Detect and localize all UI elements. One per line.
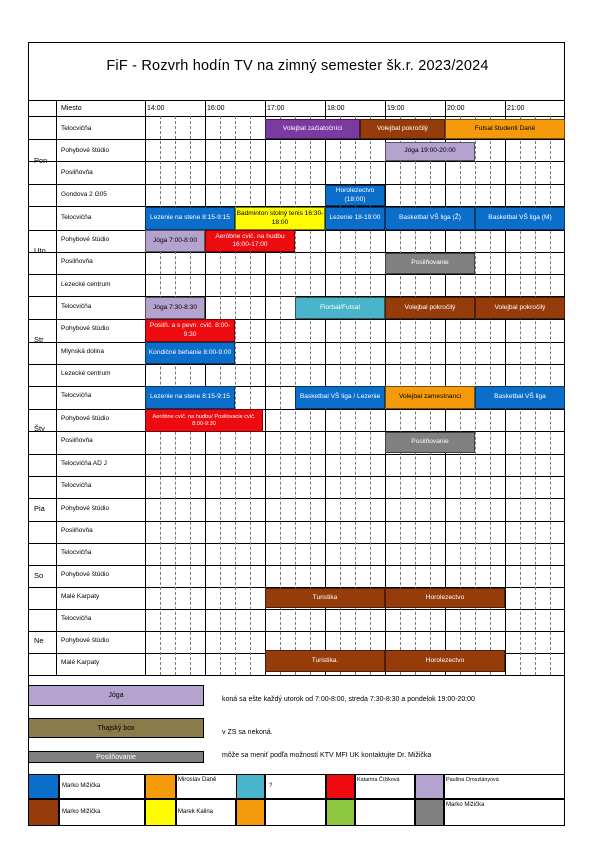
- grid-row-line: [28, 139, 565, 140]
- legend-name: Miroslav Daně: [178, 777, 217, 783]
- room-label: Telocvičňa AD J: [61, 460, 107, 467]
- event-block[interactable]: Posilňovanie: [385, 432, 475, 453]
- page-title: FiF - Rozvrh hodín TV na zimný semester šk.r. 2023/2024: [106, 58, 489, 74]
- legend-swatch: [415, 799, 444, 826]
- room-label: Mlynská dolina: [61, 348, 104, 355]
- header-time: 20:00: [447, 105, 465, 112]
- header-time: 21:00: [507, 105, 525, 112]
- event-block[interactable]: Florbal/Futsal: [295, 297, 385, 319]
- note-text: v ZS sa nekoná.: [222, 729, 273, 736]
- instructor-legend: [28, 774, 565, 826]
- event-block[interactable]: Kondičné behanie 8:00-9:00: [145, 342, 235, 364]
- grid-row-line: [28, 431, 565, 432]
- legend-name: ?: [269, 783, 273, 789]
- note-swatch-joga: Jóga: [28, 685, 204, 706]
- note-swatch-posilnovanie: Posilňovanie: [28, 751, 204, 763]
- event-block[interactable]: Volejbal zamestnanci: [385, 386, 475, 409]
- legend-swatch: [326, 799, 355, 826]
- legend-swatch: [415, 774, 444, 799]
- day-label: Štv: [34, 424, 45, 433]
- event-block[interactable]: Volejbal začiatočníci: [265, 119, 360, 139]
- grid-subcol-line: [235, 116, 236, 675]
- header-bottom-line: [28, 116, 565, 117]
- day-label: Pia: [34, 504, 45, 513]
- event-block[interactable]: Aeróbne cvič. na hudbu 16:00-17:00: [205, 230, 295, 252]
- legend-swatch: [28, 799, 59, 826]
- room-label: Telocvičňa: [61, 392, 92, 399]
- day-label: Str: [34, 335, 44, 344]
- header-miesto: Miesto: [61, 105, 82, 112]
- header-time: 18:00: [327, 105, 345, 112]
- event-block[interactable]: Jóga 7:30-8:30: [145, 297, 205, 319]
- legend-name: Marek Kalina: [178, 809, 214, 815]
- grid-row-line: [28, 675, 565, 676]
- legend-swatch: [326, 774, 355, 799]
- room-label: Malé Karpaty: [61, 659, 100, 666]
- legend-name: Marko Mižička: [62, 809, 101, 815]
- event-block[interactable]: Volejbal pokročilý: [360, 119, 445, 139]
- event-block[interactable]: Basketbal VŠ liga / Lezenie: [295, 386, 385, 409]
- header-top-line: [28, 100, 565, 101]
- room-label: Pohybové štúdio: [61, 147, 110, 154]
- legend-name: Paulína Oroszlányová: [446, 777, 499, 783]
- day-label: Ne: [34, 636, 44, 645]
- legend-name: Marko Mižička: [446, 802, 485, 808]
- grid-row-line: [28, 498, 565, 499]
- room-label: Telocvičňa: [61, 125, 92, 132]
- grid-row-line: [28, 274, 565, 275]
- grid-row-line: [28, 184, 565, 185]
- event-block[interactable]: Basketbal VŠ liga: [475, 386, 565, 409]
- grid-row-line: [28, 454, 565, 455]
- event-block[interactable]: Posilň. a s pevn. cvič. 8:00-9:30: [145, 319, 235, 342]
- grid-subcol-line: [250, 116, 251, 675]
- event-block[interactable]: Jóga 19:00-20:00: [385, 142, 475, 161]
- event-block[interactable]: Horolezectvo: [385, 588, 505, 608]
- event-block[interactable]: Volejbal pokročilý: [475, 297, 565, 319]
- grid-row-line: [28, 342, 565, 343]
- legend-swatch: [28, 774, 59, 799]
- legend-swatch: [236, 774, 265, 799]
- room-label: Gondova 2 G05: [61, 191, 107, 198]
- room-label: Pohybové štúdio: [61, 325, 110, 332]
- room-label: Lezecké centrum: [61, 281, 111, 288]
- room-label: Posilňovňa: [61, 169, 93, 176]
- grid-row-line: [28, 409, 565, 410]
- header-time: 14:00: [147, 105, 165, 112]
- note-text: koná sa ešte každý utorok od 7:00-8:00, streda 7:30-8:30 a pondelok 19:00-20:00: [222, 696, 475, 703]
- grid-row-line: [28, 161, 565, 162]
- event-block[interactable]: Posilňovanie: [385, 253, 475, 274]
- header-time: 17:00: [267, 105, 285, 112]
- room-label: Telocvičňa: [61, 303, 92, 310]
- legend-name: Katarína Čížiková: [357, 777, 400, 783]
- note-text: môže sa meniť podľa možností KTV MFI UK kontaktujte Dr. Mižička: [222, 752, 432, 759]
- grid-row-line: [28, 631, 565, 632]
- header-time: 19:00: [387, 105, 405, 112]
- grid-row-line: [28, 252, 565, 253]
- day-label: So: [34, 571, 44, 580]
- room-label: Pohybové štúdio: [61, 505, 110, 512]
- legend-swatch: [145, 774, 176, 799]
- grid-row-line: [28, 609, 565, 610]
- room-label: Telocvičňa: [61, 482, 92, 489]
- note-swatch-thajsky-box: Thajský box: [28, 718, 204, 738]
- day-label: Uto: [34, 246, 46, 255]
- room-label: Posilňovňa: [61, 437, 93, 444]
- event-block[interactable]: Horolezectvo: [385, 650, 505, 672]
- room-label: Lezecké centrum: [61, 370, 111, 377]
- legend-cell: [355, 799, 415, 826]
- event-block[interactable]: Volejbal pokročilý: [385, 297, 475, 319]
- room-label: Pohybové štúdio: [61, 415, 110, 422]
- event-block[interactable]: Futsal študenti Daně: [445, 119, 565, 139]
- legend-swatch: [145, 799, 176, 826]
- event-block[interactable]: Turistika: [265, 588, 385, 608]
- room-label: Posilňovňa: [61, 258, 93, 265]
- grid-row-line: [28, 230, 565, 231]
- event-block[interactable]: Lezenie 18-19:00: [325, 207, 385, 230]
- legend-name: Marko Mižička: [62, 783, 101, 789]
- grid-row-line: [28, 521, 565, 522]
- header-time: 16:00: [207, 105, 225, 112]
- event-block[interactable]: Aeróbne cvič. na hudbu/ Posilovacie cvič. 8:00-9:30: [145, 409, 263, 432]
- grid-row-line: [28, 565, 565, 566]
- room-label: Telocvičňa: [61, 549, 92, 556]
- grid-col-line: [56, 100, 57, 675]
- room-label: Telocvičňa: [61, 214, 92, 221]
- room-label: Telocvičňa: [61, 615, 92, 622]
- event-block[interactable]: Jóga 7:00-8:00: [145, 230, 205, 252]
- grid-row-line: [28, 364, 565, 365]
- schedule-frame: [28, 42, 565, 826]
- room-label: Posilňovňa: [61, 527, 93, 534]
- event-block[interactable]: Basketbal VŠ liga (Ž): [385, 207, 475, 230]
- room-label: Malé Karpaty: [61, 593, 100, 600]
- grid-row-line: [28, 319, 565, 320]
- event-block[interactable]: Badminton stolný tenis 16:30-18:00: [235, 207, 325, 230]
- room-label: Pohybové štúdio: [61, 571, 110, 578]
- event-block[interactable]: Lezenie na stene 8:15-9:15: [145, 386, 235, 409]
- grid-row-line: [28, 543, 565, 544]
- legend-swatch: [236, 799, 265, 826]
- event-block[interactable]: Turistika.: [265, 650, 385, 672]
- room-label: Pohybové štúdio: [61, 236, 110, 243]
- legend-cell: [265, 774, 326, 799]
- event-block[interactable]: Basketbal VŠ liga (M): [475, 207, 565, 230]
- grid-row-line: [28, 476, 565, 477]
- event-block[interactable]: Lezenie na stene 8:15-9:15: [145, 207, 235, 230]
- event-block[interactable]: Horolezectvo (18:00): [325, 185, 385, 206]
- legend-cell: [265, 799, 326, 826]
- room-label: Pohybové štúdio: [61, 637, 110, 644]
- day-label: Pon: [34, 156, 48, 165]
